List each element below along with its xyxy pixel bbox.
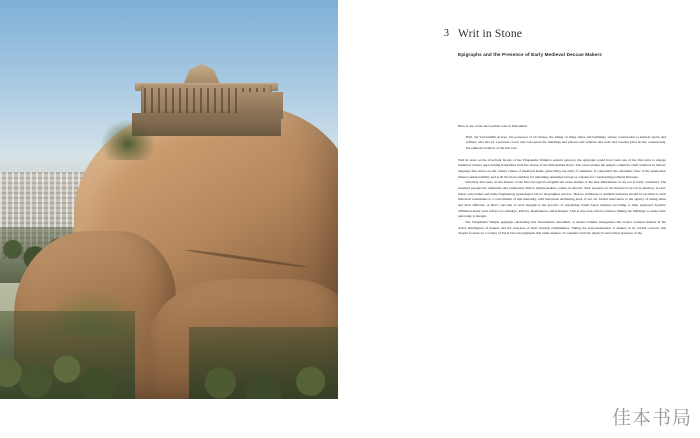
chapter-title: Writ in Stone — [458, 28, 523, 40]
watermark: 佳本书局 — [611, 407, 692, 429]
paragraph-lead: Here is one of the most public texts at Pattadakal: — [458, 124, 528, 128]
right-page — [350, 0, 700, 438]
paragraph-body: Writ in stone on the riverfront facade of the Virupaksha Temple's eastern gateway, the epigraph would have been one of the first texts to engage medieval visitors approaching Pattadakal from the shores of the Malaprabha River. The verse praises the temple complex's chief architect in literary language that draws on the courtly values of medieval India, particularly the ethic of alamkara. It contradicts the axiomatic view of the premodern maker's unknowability and is all the more startling for remaining unstudied except as a means for constructing political histories. — [458, 157, 666, 179]
paragraph-body: Scholarly discourse on the makers of the Deccan region's magnificent stone shrines of the first millennium of our era is fairly consistent. The standard perspective maintains that premodern India's temple-makers cannot be known: their presence in the historical record is shadowy at best, music only names and some fragmentary genealogies but no biographies survive. That no artfulness or aesthetic interests should be ascribed to such historical nonentities is a concomitant of this mentality, with historians attributing most, if not all, formal innovation to the agency of ruling elites and their affiliates. A direct outcome of such thought is the practice of organizing South Asian temples according to their supposed dynastic affiliation under such rubrics as Chalukya, Pallava, Rashtrakuta, and Kakatiya. This is true even where evidence linking the buildings to aristocratic patronage is meager. — [458, 180, 666, 219]
photograph — [0, 0, 338, 399]
page-margin-right — [338, 0, 350, 438]
rock-crack — [186, 249, 307, 269]
shrub-upper — [101, 120, 155, 160]
chapter-subtitle: Epigraphs and the Presence of Early Medieval Deccan Makers — [458, 52, 603, 57]
paragraph-body: The Virupaksha Temple epigraph celebrating that monument's sutradhari, or master builder, inaugurates this book's twinned interest in the active intelligence of makers and the response of their viewing communities. Taking the self-presentation of makers as its central concern, this chapter focuses on a variety of Early Deccan epigraphs that name makers. It considers both the physical and textual presence of the — [458, 219, 666, 236]
body-text-column — [458, 124, 666, 237]
chapter-heading — [458, 28, 668, 40]
page-margin-bottom — [0, 399, 350, 438]
block-quote: Hail, Sri Sarvasiddhi Acarya, the possessor of all virtues, the maker of many cities and buildings, whose construction is entirely pretty and refined, who has for a jeweled crown and crest-jewel the buildings and palaces and vehicles and seats and couches (that he has constructed), the eminent architect of the Deccan! — [466, 134, 666, 150]
scrub-foreground-right — [189, 327, 338, 399]
chapter-number: 3 — [444, 28, 449, 39]
scrub-foreground-left — [0, 311, 135, 399]
